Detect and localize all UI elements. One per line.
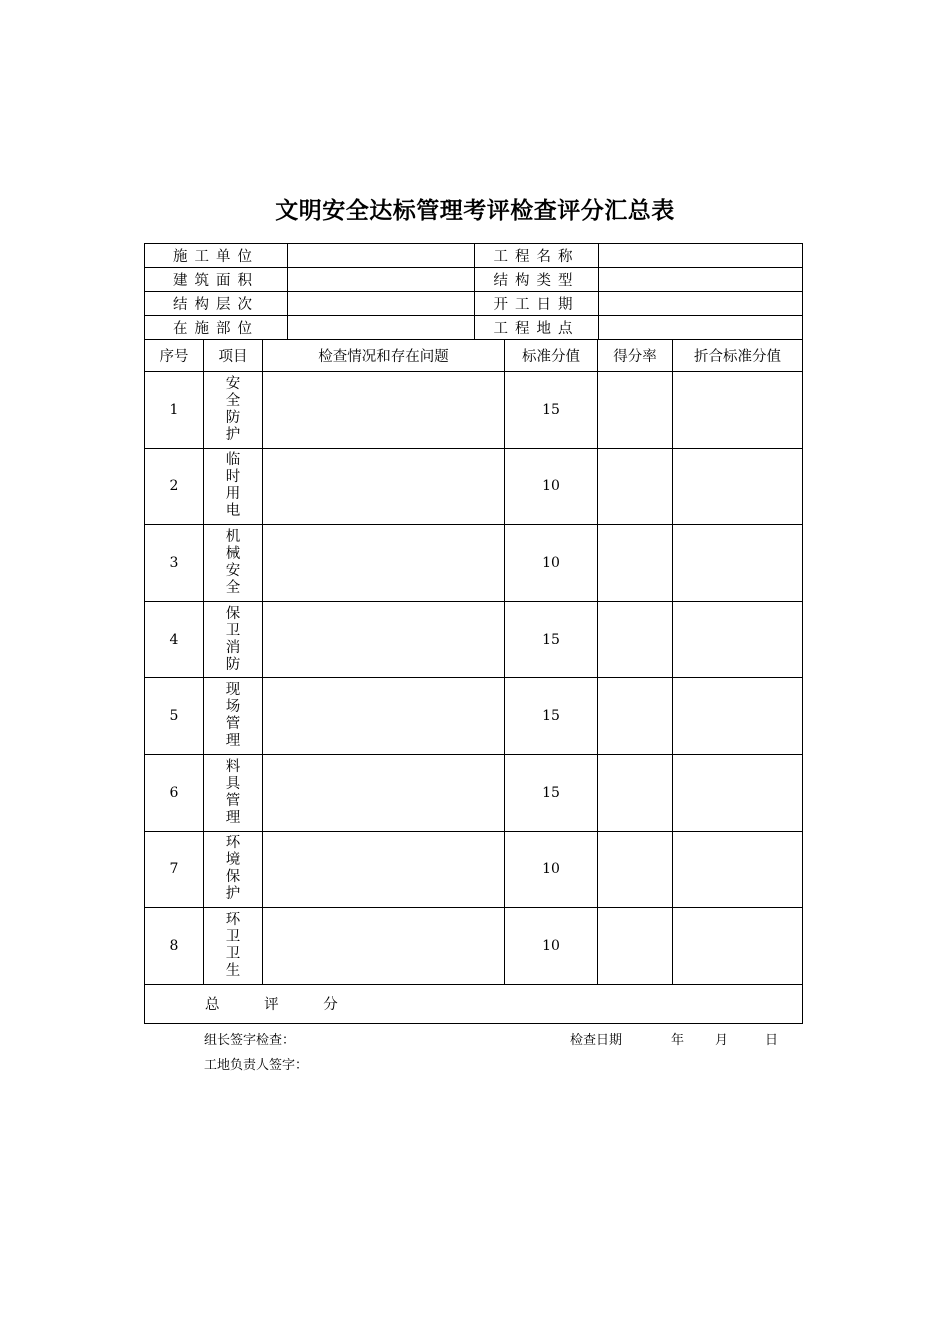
field-structure-type[interactable] (599, 268, 803, 292)
row-rate-field[interactable] (598, 831, 673, 908)
row-no: 2 (145, 448, 204, 525)
row-no: 5 (145, 678, 204, 755)
field-start-date[interactable] (599, 292, 803, 316)
field-building-area[interactable] (288, 268, 475, 292)
row-std-score: 15 (505, 372, 598, 449)
row-no: 4 (145, 601, 204, 678)
row-converted-field[interactable] (673, 601, 803, 678)
leader-sign-label: 组长签字检查： (204, 1033, 296, 1048)
header-std-score: 标准分值 (505, 340, 598, 372)
field-project-name[interactable] (599, 244, 803, 268)
row-item: 安全防护 (225, 375, 241, 443)
table-row (145, 448, 803, 525)
row-issues-field[interactable] (263, 908, 505, 985)
row-no: 3 (145, 525, 204, 602)
row-item: 环卫卫生 (225, 911, 241, 979)
row-std-score: 10 (505, 448, 598, 525)
label-start-date: 开工日期 (475, 292, 599, 316)
label-project-site: 工程地点 (475, 316, 599, 340)
field-location-part[interactable] (288, 316, 475, 340)
table-row (145, 754, 803, 831)
row-item: 机械安全 (225, 528, 241, 596)
row-issues-field[interactable] (263, 448, 505, 525)
row-issues-field[interactable] (263, 525, 505, 602)
row-rate-field[interactable] (598, 678, 673, 755)
field-project-site[interactable] (599, 316, 803, 340)
row-converted-field[interactable] (673, 372, 803, 449)
row-item: 保卫消防 (225, 605, 241, 673)
row-item: 环境保护 (225, 835, 241, 903)
row-rate-field[interactable] (598, 525, 673, 602)
field-floors[interactable] (288, 292, 475, 316)
row-std-score: 10 (505, 525, 598, 602)
total-label-1: 总 (205, 997, 220, 1014)
row-std-score: 10 (505, 908, 598, 985)
score-table (144, 339, 803, 1024)
table-row (145, 908, 803, 985)
row-no: 1 (145, 372, 204, 449)
header-rate: 得分率 (598, 340, 673, 372)
row-item: 临时用电 (225, 452, 241, 520)
total-row (145, 984, 803, 1023)
total-label-3: 分 (323, 997, 338, 1014)
row-std-score: 15 (505, 754, 598, 831)
table-row (145, 601, 803, 678)
row-issues-field[interactable] (263, 372, 505, 449)
table-row (145, 372, 803, 449)
table-row (145, 831, 803, 908)
row-issues-field[interactable] (263, 601, 505, 678)
row-item: 料具管理 (225, 758, 241, 826)
row-converted-field[interactable] (673, 678, 803, 755)
table-row (145, 525, 803, 602)
header-no: 序号 (145, 340, 204, 372)
row-no: 7 (145, 831, 204, 908)
label-floors: 结构层次 (145, 292, 288, 316)
row-rate-field[interactable] (598, 754, 673, 831)
header-issues: 检查情况和存在问题 (263, 340, 505, 372)
check-date-label: 检查日期 (570, 1033, 623, 1048)
label-location-part: 在施部位 (145, 316, 288, 340)
row-std-score: 15 (505, 601, 598, 678)
row-rate-field[interactable] (598, 908, 673, 985)
page-title: 文明安全达标管理考评检查评分汇总表 (275, 198, 675, 224)
row-issues-field[interactable] (263, 678, 505, 755)
row-converted-field[interactable] (673, 448, 803, 525)
header-item: 项目 (204, 340, 263, 372)
row-no: 8 (145, 908, 204, 985)
total-label-2: 评 (264, 997, 279, 1014)
row-std-score: 10 (505, 831, 598, 908)
label-structure-type: 结构类型 (475, 268, 599, 292)
field-construction-unit[interactable] (288, 244, 475, 268)
row-rate-field[interactable] (598, 372, 673, 449)
row-converted-field[interactable] (673, 908, 803, 985)
label-construction-unit: 施工单位 (145, 244, 288, 268)
total-score-field[interactable] (145, 984, 803, 1023)
row-no: 6 (145, 754, 204, 831)
row-std-score: 15 (505, 678, 598, 755)
site-sign-label: 工地负责人签字： (204, 1058, 309, 1073)
table-row (145, 678, 803, 755)
label-building-area: 建筑面积 (145, 268, 288, 292)
row-issues-field[interactable] (263, 754, 505, 831)
project-info-table (144, 243, 803, 340)
header-converted: 折合标准分值 (673, 340, 803, 372)
row-converted-field[interactable] (673, 831, 803, 908)
row-issues-field[interactable] (263, 831, 505, 908)
year-label: 年 (671, 1033, 685, 1048)
row-converted-field[interactable] (673, 525, 803, 602)
day-label: 日 (765, 1033, 779, 1048)
label-project-name: 工程名称 (475, 244, 599, 268)
row-converted-field[interactable] (673, 754, 803, 831)
row-rate-field[interactable] (598, 448, 673, 525)
row-item: 现场管理 (225, 682, 241, 750)
month-label: 月 (715, 1033, 729, 1048)
row-rate-field[interactable] (598, 601, 673, 678)
